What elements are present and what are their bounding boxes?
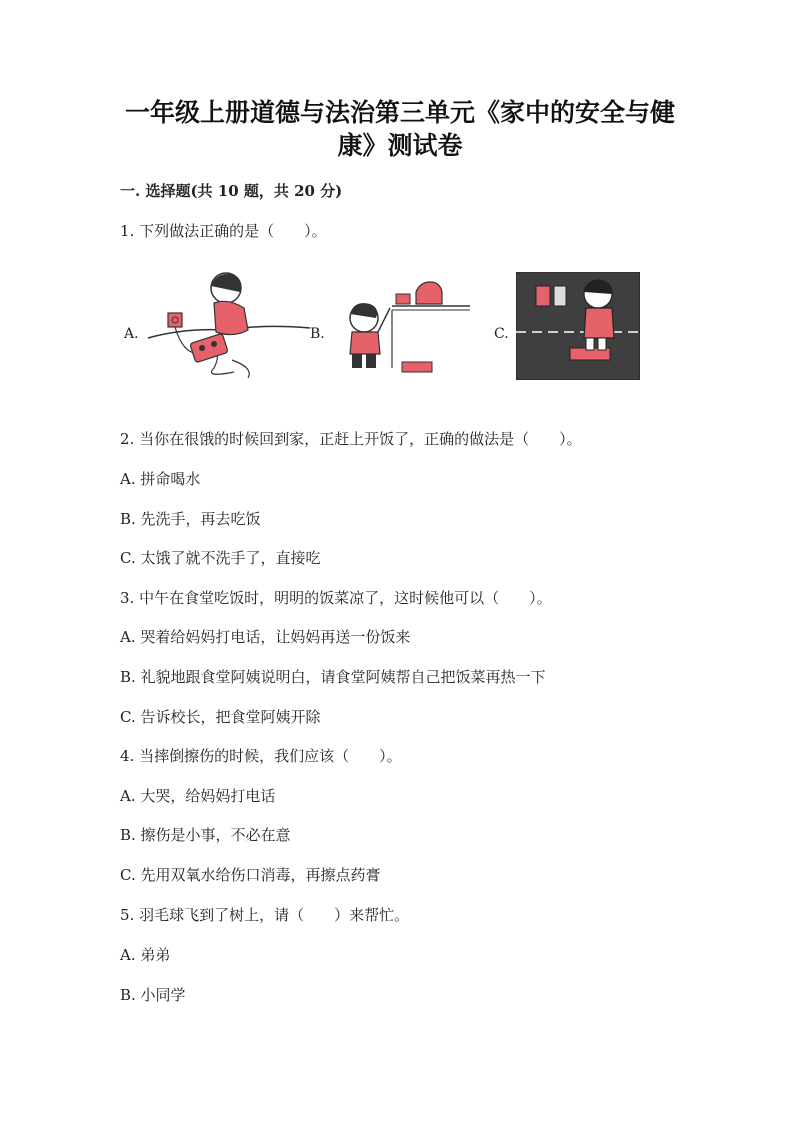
document-title bbox=[100, 96, 700, 162]
title-line-2: 康》测试卷 bbox=[337, 131, 463, 160]
question-2-option-c: C. 太饿了就不洗手了，直接吃 bbox=[120, 549, 321, 567]
child-tidying-up-illustration bbox=[516, 272, 640, 380]
question-2-option-a: A. 拼命喝水 bbox=[120, 470, 201, 488]
figure-label-a: A. bbox=[124, 326, 139, 342]
question-2-stem: 2. 当你在很饿的时候回到家，正赶上开饭了，正确的做法是（ ）。 bbox=[120, 430, 582, 448]
question-2-option-b: B. 先洗手，再去吃饭 bbox=[120, 510, 261, 528]
question-5-option-a: A. 弟弟 bbox=[120, 946, 171, 964]
question-3-option-b: B. 礼貌地跟食堂阿姨说明白，请食堂阿姨帮自己把饭菜再热一下 bbox=[120, 668, 546, 686]
section-heading: 一. 选择题(共 10 题，共 20 分) bbox=[120, 182, 343, 200]
figure-label-b: B. bbox=[310, 326, 325, 342]
question-4-option-b: B. 擦伤是小事，不必在意 bbox=[120, 826, 291, 844]
question-1-stem: 1. 下列做法正确的是（ ）。 bbox=[120, 222, 327, 240]
question-3-stem: 3. 中午在食堂吃饭时，明明的饭菜凉了，这时候他可以（ ）。 bbox=[120, 589, 552, 607]
question-5-stem: 5. 羽毛球飞到了树上，请（ ）来帮忙。 bbox=[120, 906, 410, 924]
question-3-option-c: C. 告诉校长，把食堂阿姨开除 bbox=[120, 708, 321, 726]
question-4-option-a: A. 大哭，给妈妈打电话 bbox=[120, 787, 276, 805]
question-5-option-b: B. 小同学 bbox=[120, 986, 186, 1004]
question-4-stem: 4. 当摔倒擦伤的时候，我们应该（ ）。 bbox=[120, 747, 402, 765]
child-playing-with-socket-illustration bbox=[144, 268, 314, 380]
question-1-figure bbox=[120, 268, 640, 383]
question-3-option-a: A. 哭着给妈妈打电话，让妈妈再送一份饭来 bbox=[120, 628, 411, 646]
figure-label-c: C. bbox=[494, 326, 509, 342]
title-line-1: 一年级上册道德与法治第三单元《家中的安全与健 bbox=[124, 98, 675, 127]
question-4-option-c: C. 先用双氧水给伤口消毒，再擦点药膏 bbox=[120, 866, 381, 884]
child-reaching-kettle-illustration bbox=[330, 268, 470, 380]
